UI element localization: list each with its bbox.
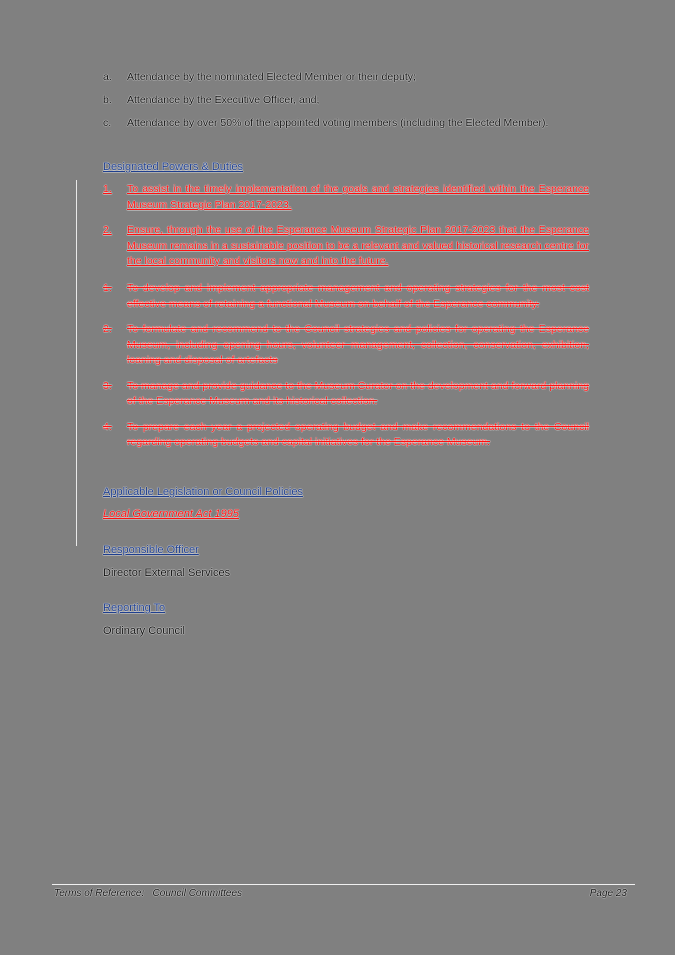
- item-number: 2.: [103, 224, 112, 236]
- inserted-item: [103, 182, 589, 213]
- list-item: [103, 116, 593, 130]
- footer-title: Terms of Reference: Council Committees: [54, 888, 243, 899]
- item-number: 1.: [103, 183, 112, 195]
- item-text: To prepare each year a projected operating budget and make recommendations to the Council regarding operating budgets and capital initiatives for the Esperance Museum.: [127, 420, 589, 448]
- item-number: 3.: [103, 379, 112, 392]
- item-text: Ensure, through the use of the Esperance Museum Strategic Plan 2017-2023 that the Esperance Museum remains in a sustainable position to be a relevant and valued historical research centre for the local community and visitors now and into the future.: [127, 224, 589, 267]
- deleted-item: [103, 379, 589, 410]
- item-number: 2.: [103, 323, 112, 335]
- reporting-to-heading: Reporting To: [103, 602, 166, 614]
- legislation-item: Local Government Act 1995: [103, 508, 239, 520]
- list-item: [103, 93, 593, 107]
- list-item-text: Attendance by the nominated Elected Member or their deputy;: [127, 71, 416, 83]
- page-number: Page 23: [589, 888, 627, 899]
- item-number: 1.: [103, 282, 112, 294]
- list-marker: b.: [103, 94, 112, 106]
- list-item-text: Attendance by over 50% of the appointed voting members (including the Elected Member).: [127, 117, 549, 129]
- responsible-officer-value: Director External Services: [103, 567, 231, 579]
- deleted-item: [103, 420, 589, 451]
- item-number: 4.: [103, 420, 112, 433]
- item-text: To formulate and recommend to the Council strategies and policies for operating the Esperance Museum, including opening hours, volunteer management, collection, conservation, exhibition, loaning and disposal of artefacts: [127, 323, 589, 366]
- legislation-heading: Applicable Legislation or Council Policies: [103, 486, 303, 498]
- responsible-officer-heading: Responsible Officer: [103, 544, 199, 556]
- list-marker: c.: [103, 117, 112, 129]
- list-marker: a.: [103, 71, 112, 83]
- quorum-list: [103, 70, 593, 139]
- reporting-to-value: Ordinary Council: [103, 625, 185, 637]
- deleted-items-list: [103, 281, 589, 451]
- item-text: To assist in the timely implementation of the goals and strategies identified within the Esperance Museum Strategic Plan 2017-2023.: [127, 183, 589, 211]
- inserted-items-list: [103, 182, 589, 270]
- change-bar: [76, 180, 77, 546]
- deleted-item: [103, 322, 589, 369]
- list-item: [103, 70, 593, 84]
- footer-rule: [52, 884, 635, 885]
- item-text: To develop and implement appropriate management and operating strategies for the most cost effective means of retaining a functional Museum on behalf of the Esperance community.: [127, 282, 589, 310]
- designated-powers-heading: Designated Powers & Duties: [103, 161, 244, 173]
- list-item-text: Attendance by the Executive Officer, and;: [127, 94, 320, 106]
- inserted-item: [103, 223, 589, 270]
- item-text: To manage and provide guidance to the Museum Curator on the development and forward planning of the Esperance Museum and its historical collection.: [127, 379, 589, 407]
- deleted-item: [103, 281, 589, 312]
